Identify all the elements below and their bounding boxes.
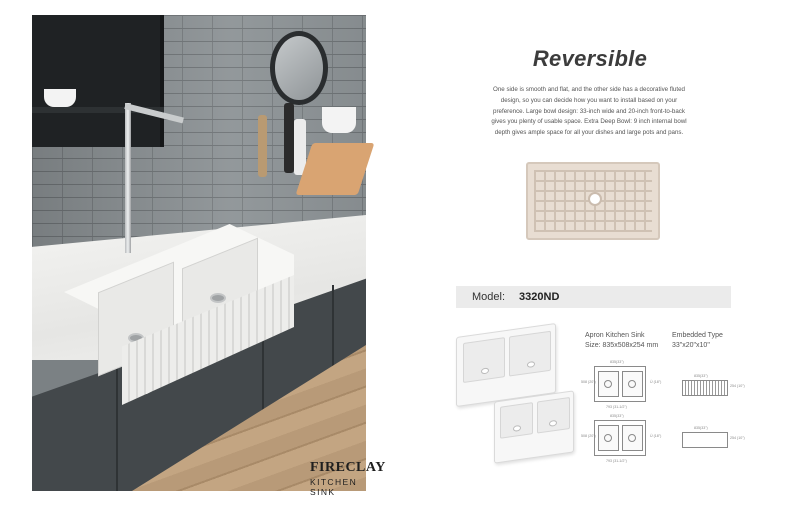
- photo-caption: [310, 460, 386, 497]
- drain-right: [210, 293, 226, 303]
- stacked-bowls: [322, 107, 356, 133]
- dim-top-width-2: 835(33"): [610, 414, 624, 418]
- caption-subtitle: KITCHEN SINK: [310, 477, 358, 497]
- wine-bottle: [284, 103, 294, 173]
- feature-description: One side is smooth and flat, and the other side has a decorative fluted design, so you can decide how you want to install based on your preference. Large bowl design: 33-inch wide and 20-inch front-to-back gives you plenty of usable space. Extra Deep Bowl: 9 inch internal bowl depth gives ample space for all your dishes and large pots and pans.: [491, 86, 687, 137]
- spec-left: [585, 331, 658, 351]
- top-view-drawing-1: [594, 366, 646, 402]
- kitchen-photo: [32, 15, 386, 497]
- faucet: [125, 103, 131, 253]
- dim-depth-1: 508 (20"): [581, 380, 596, 384]
- dim-side-height-1: 254 (10"): [730, 384, 745, 388]
- dim-bowl-2: Ù (18"): [650, 434, 662, 438]
- size-line: [585, 341, 658, 351]
- spec-right: [672, 331, 723, 351]
- dim-bottom-width-1: 793 (31-1/2"): [606, 405, 627, 409]
- dim-bowl-1: Ù (18"): [650, 380, 662, 384]
- size-prefix: Size:: [585, 342, 601, 349]
- model-bar: [456, 286, 731, 308]
- sink-product-image-bottom: [494, 390, 574, 463]
- bowl-decor: [44, 89, 76, 107]
- dim-side-width-2: 835(33"): [694, 426, 708, 430]
- model-label: Model:: [472, 291, 506, 303]
- pepper-mill: [258, 115, 267, 177]
- reversible-grid-image: [526, 162, 660, 240]
- open-shelf: [32, 15, 164, 147]
- sink-type-label: Apron Kitchen Sink: [585, 332, 645, 339]
- dim-bottom-width-2: 793 (31-1/2"): [606, 459, 627, 463]
- side-view-drawing-2: [682, 432, 728, 448]
- caption-title: FIRECLAY: [310, 460, 386, 475]
- dim-depth-2: 508 (20"): [581, 434, 596, 438]
- embed-value: 33"x20"x10": [672, 342, 710, 349]
- top-view-drawing-2: [594, 420, 646, 456]
- dim-side-width-1: 835(33"): [694, 374, 708, 378]
- embed-label: Embedded Type: [672, 332, 723, 339]
- feature-headline: Reversible: [532, 46, 648, 71]
- round-mirror: [270, 31, 328, 105]
- dim-top-width-1: 835(33"): [610, 360, 624, 364]
- drain-hole: [588, 192, 602, 206]
- dim-side-height-2: 254 (10"): [730, 436, 745, 440]
- model-number: 3320ND: [519, 291, 560, 303]
- size-unit: mm: [646, 342, 659, 349]
- side-view-drawing-1: [682, 380, 728, 396]
- size-value: 835x508x254: [602, 342, 645, 349]
